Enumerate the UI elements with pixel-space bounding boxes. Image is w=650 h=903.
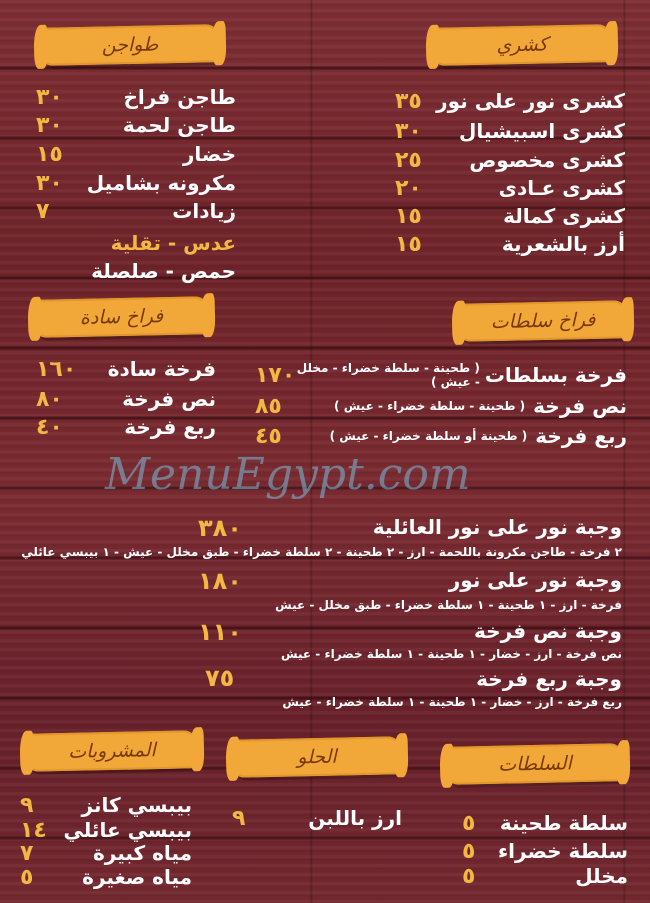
koshary-item — [395, 229, 625, 259]
koshary-item-price: ٢٥ — [395, 147, 422, 173]
drinks-item-price: ٧ — [20, 840, 34, 866]
drinks-item — [20, 862, 192, 892]
sweets-title: الحلو — [297, 745, 337, 769]
drinks-item-name: مياه كبيرة — [92, 841, 192, 865]
tawagen-extra — [80, 228, 236, 258]
ferakh-sada-item-name: نص فرخة — [122, 387, 216, 411]
salads-item-price: ٥ — [462, 810, 476, 836]
tawagen-item — [36, 168, 236, 198]
ferakh-salatat-banner — [458, 300, 629, 342]
koshary-banner — [432, 24, 613, 66]
ferakh-salatat-item — [255, 391, 627, 421]
ferakh-salatat-item-price: ٤٥ — [255, 423, 282, 449]
koshary-item — [395, 201, 625, 231]
tawagen-item-name: مكرونه بشاميل — [86, 171, 236, 195]
drinks-title: المشروبات — [67, 739, 157, 763]
ferakh-salatat-item-note: ( طحينة - سلطة خضراء - عيش ) — [334, 399, 526, 413]
meal-item — [300, 664, 622, 694]
ferakh-sada-item-name: ربع فرخة — [124, 415, 216, 439]
ferakh-sada-item-name: فرخة سادة — [107, 357, 216, 381]
drinks-item-price: ٥ — [20, 864, 34, 890]
tawagen-item-price: ٧ — [36, 198, 50, 224]
drinks-item-name: بيبسي كانز — [81, 793, 192, 817]
meal-item-desc: نص فرخة - ارز - خضار - ١ طحينة - ١ سلطة خضراء - عيش — [281, 647, 622, 661]
koshary-item-price: ١٥ — [395, 231, 422, 257]
meal-item-desc: ٢ فرخة - طاجن مكرونة باللحمة - ارز - ٢ طحينة - ٢ سلطة خضراء - طبق مخلل - عيش - ١ بيبسي عائلي — [21, 545, 622, 559]
meal-item — [300, 616, 622, 646]
tawagen-item — [36, 110, 236, 140]
sweets-banner — [232, 736, 403, 778]
ferakh-sada-title: فراخ سادة — [79, 305, 164, 329]
sweets-item-price: ٩ — [232, 805, 246, 831]
salads-item — [462, 861, 628, 891]
ferakh-sada-item — [36, 384, 216, 414]
koshary-item-name: كشرى اسبيشيال — [459, 119, 625, 143]
koshary-item — [395, 145, 625, 175]
salads-banner — [446, 743, 625, 785]
salads-item-name: سلطة خضراء — [497, 839, 628, 863]
sweets-item-name: ارز باللبن — [308, 806, 402, 830]
drinks-item-price: ١٤ — [20, 817, 47, 843]
salads-item-name: سلطة طحينة — [499, 811, 628, 835]
ferakh-salatat-item — [255, 360, 627, 390]
tawagen-item-price: ٣٠ — [36, 84, 63, 110]
koshary-item-price: ١٥ — [395, 203, 422, 229]
koshary-item-name: كشرى عـادى — [498, 176, 625, 200]
salads-item — [462, 808, 628, 838]
tawagen-extra-text: حمص - صلصلة — [91, 259, 236, 283]
ferakh-salatat-item — [255, 421, 627, 451]
koshary-item — [395, 86, 625, 116]
koshary-item-name: أرز بالشعرية — [501, 232, 625, 256]
koshary-item-name: كشرى كمالة — [503, 204, 625, 228]
drinks-banner — [26, 730, 199, 772]
drinks-item-name: بيبسي عائلي — [63, 818, 192, 842]
tawagen-item-name: طاجن فراخ — [123, 85, 236, 109]
tawagen-banner — [40, 24, 221, 66]
meal-item — [300, 512, 622, 542]
koshary-item-price: ٢٠ — [395, 175, 422, 201]
salads-item-price: ٥ — [462, 863, 476, 889]
salads-item-price: ٥ — [462, 838, 476, 864]
watermark: MenuEgypt.com — [105, 449, 471, 500]
meal-item-desc: ربع فرخة - ارز - خضار - ١ طحينة - ١ سلطة خضراء - عيش — [282, 695, 622, 709]
koshary-item-name: كشرى نور على نور — [436, 89, 625, 113]
tawagen-item-name: طاجن لحمة — [122, 113, 236, 137]
ferakh-salatat-item-name: نص فرخة — [533, 394, 627, 418]
drinks-item-name: مياه صغيرة — [82, 865, 192, 889]
meal-item-price: ١٨٠ — [198, 567, 242, 595]
ferakh-sada-item-price: ٨٠ — [36, 386, 63, 412]
ferakh-salatat-item-price: ١٧٠ — [255, 362, 296, 388]
meal-item-name: وجبة نص فرخة — [474, 619, 622, 643]
ferakh-sada-banner — [34, 296, 210, 338]
tawagen-extra-text: عدس - تقلية — [110, 231, 236, 255]
tawagen-title: طواجن — [101, 33, 159, 57]
tawagen-item-price: ٣٠ — [36, 112, 63, 138]
tawagen-extra — [80, 256, 236, 286]
ferakh-sada-item — [36, 412, 216, 442]
meal-item-name: وجبة ربع فرخة — [476, 667, 622, 691]
tawagen-item-name: خضار — [182, 142, 236, 166]
tawagen-item-name: زيادات — [172, 199, 236, 223]
tawagen-item — [36, 82, 236, 112]
ferakh-sada-item-price: ٤٠ — [36, 414, 63, 440]
ferakh-salatat-item-name: فرخة بسلطات — [484, 363, 627, 387]
meal-item-price: ١١٠ — [198, 618, 242, 646]
tawagen-item-price: ١٥ — [36, 141, 63, 167]
koshary-item — [395, 116, 625, 146]
tawagen-item-price: ٣٠ — [36, 170, 63, 196]
salads-item-name: مخلل — [575, 864, 628, 888]
meal-item — [300, 565, 622, 595]
ferakh-sada-item-price: ١٦٠ — [36, 356, 77, 382]
tawagen-item — [36, 139, 236, 169]
sweets-item — [232, 803, 402, 833]
salads-title: السلطات — [497, 752, 573, 776]
ferakh-salatat-item-note: ( طحينة - سلطة خضراء - مخلل - عيش ) — [296, 361, 480, 389]
meal-item-price: ٣٨٠ — [198, 514, 242, 542]
meal-item-name: وجبة نور على نور — [448, 568, 622, 592]
meal-item-name: وجبة نور على نور العائلية — [372, 515, 622, 539]
drinks-item-price: ٩ — [20, 792, 34, 818]
koshary-item-price: ٣٠ — [395, 118, 422, 144]
koshary-item — [395, 173, 625, 203]
meal-item-price: ٧٥ — [205, 664, 235, 692]
koshary-item-price: ٣٥ — [395, 88, 422, 114]
tawagen-item — [36, 196, 236, 226]
ferakh-sada-item — [36, 354, 216, 384]
koshary-item-name: كشرى مخصوص — [469, 148, 625, 172]
ferakh-salatat-item-name: ربع فرخة — [535, 424, 627, 448]
ferakh-salatat-item-price: ٨٥ — [255, 393, 282, 419]
ferakh-salatat-title: فراخ سلطات — [490, 308, 596, 334]
meal-item-desc: فرخة - ارز - ١ طحينة - ١ سلطة خضراء - طبق مخلل - عيش — [275, 598, 622, 612]
ferakh-salatat-item-note: ( طحينة أو سلطة خضراء - عيش ) — [329, 429, 528, 443]
koshary-title: كشري — [496, 33, 548, 57]
